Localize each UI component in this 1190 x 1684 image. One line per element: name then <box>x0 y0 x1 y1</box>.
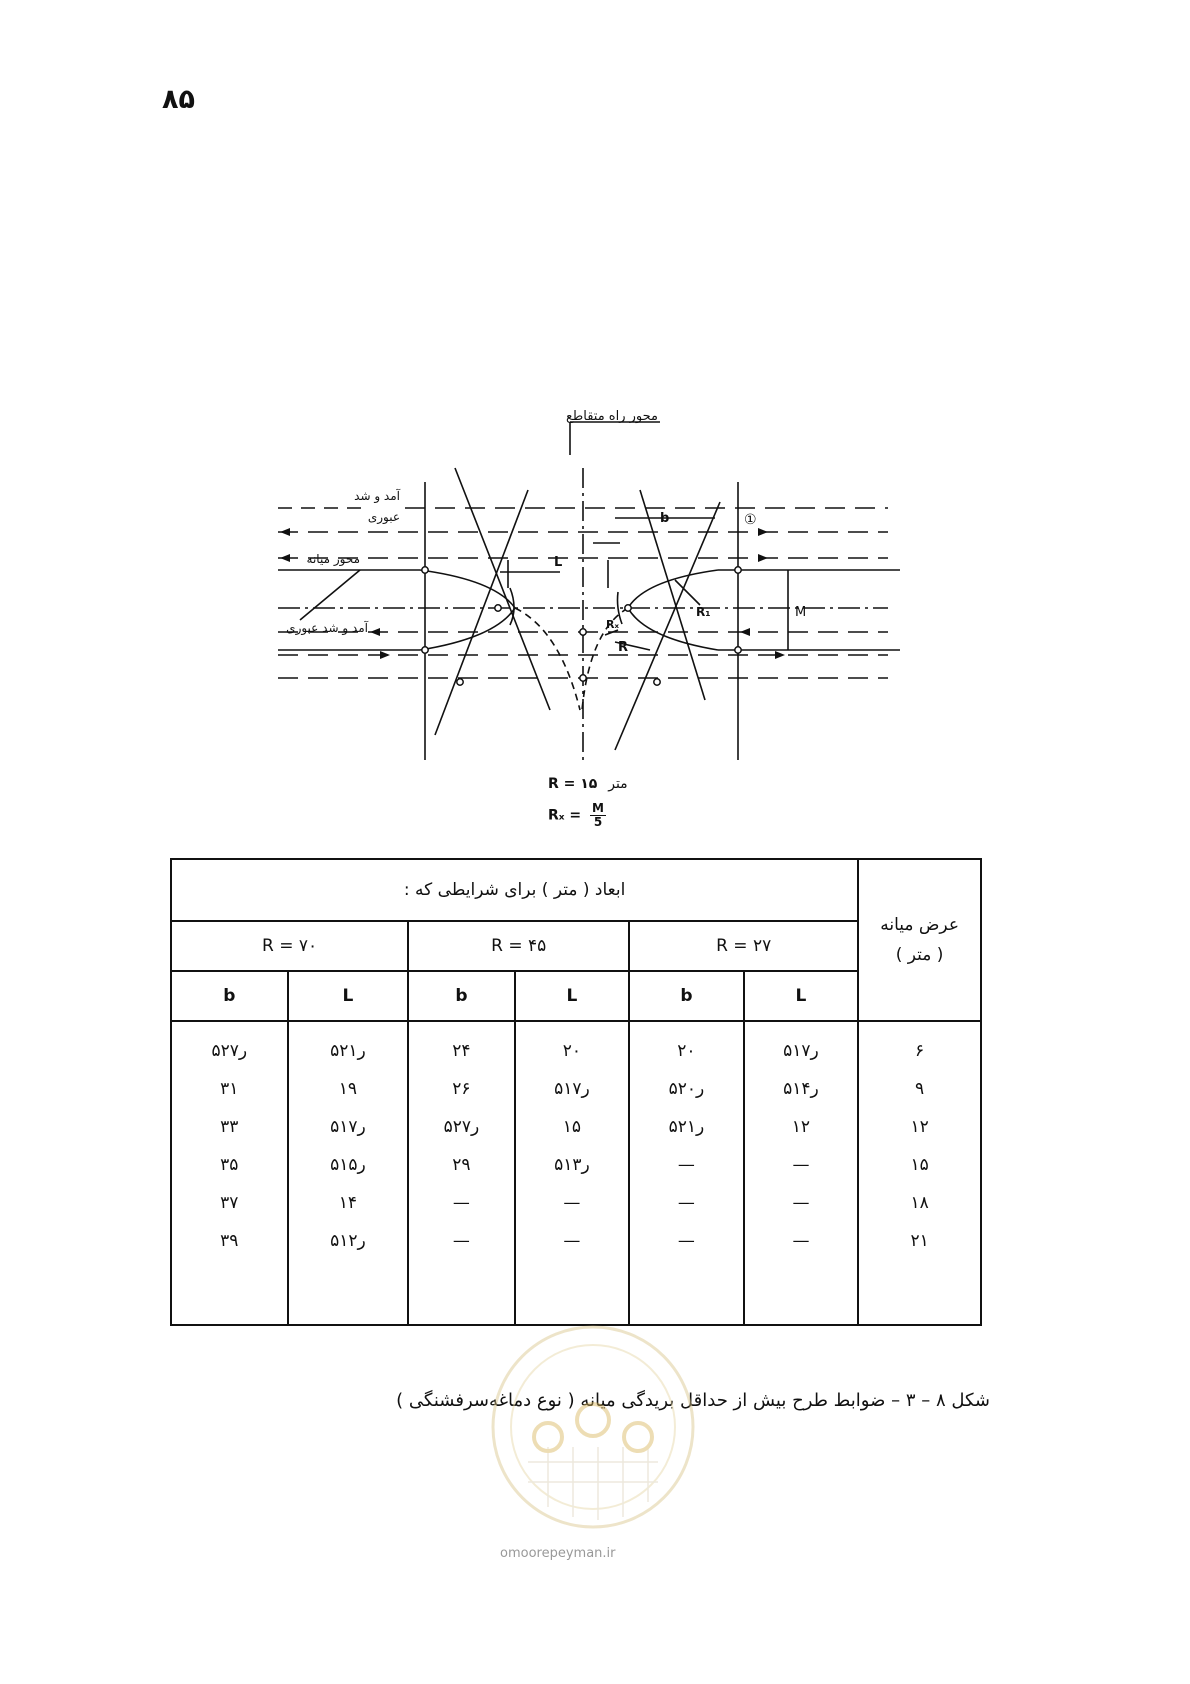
circle-marker: ① <box>744 512 757 528</box>
table-cell: ۱۲ <box>791 1117 811 1137</box>
table-cell: ۵ر۱۷ <box>783 1041 819 1061</box>
median-width-unit: ( متر ) <box>895 945 944 965</box>
median-opening-diagram <box>260 409 920 760</box>
table-cell: ۳۵ <box>220 1155 239 1175</box>
table-cell: ۵ر۲۷ <box>443 1117 480 1137</box>
table-cell: — <box>677 1193 695 1213</box>
rx-denominator: 5 <box>593 815 603 829</box>
table-cell: ۵ر۲۰ <box>668 1079 705 1099</box>
table-cell: ۱۵ <box>910 1155 929 1175</box>
rx-formula <box>548 802 606 829</box>
col-b-r70: b <box>171 971 288 1021</box>
table-title: ابعاد ( متر ) برای شرایطی که : <box>171 859 858 921</box>
group-r45: R = ۴۵ <box>408 921 629 971</box>
table-cell: ۲۶ <box>452 1079 471 1099</box>
watermark-logo <box>488 1322 698 1532</box>
r-formula <box>548 776 628 792</box>
group-r27: R = ۲۷ <box>629 921 858 971</box>
rx-fraction <box>590 802 606 829</box>
table-cell: — <box>452 1193 470 1213</box>
median-axis-label: محور میانه <box>306 552 360 566</box>
figure-caption: شکل ۸ – ۳ – ضوابط طرح بیش از حداقل بریدگی میانه ( نوع دماغه‌سرفشنگی ) <box>396 1390 990 1411</box>
table-cell: — <box>792 1155 810 1175</box>
table-cell: ۲۰ <box>562 1041 581 1061</box>
table-cell: ۳۳ <box>220 1117 239 1137</box>
table-cell: — <box>563 1231 581 1251</box>
through-traffic-label: عبوری <box>367 510 400 524</box>
page-number: ۸۵ <box>162 84 195 115</box>
table-cell: ۱۹ <box>338 1079 358 1099</box>
table-cell: — <box>677 1155 695 1175</box>
median-width-header <box>858 859 981 1021</box>
table-cell: ۲۹ <box>452 1155 471 1175</box>
M-label: M <box>795 605 807 620</box>
table-cell: ۶ <box>915 1041 925 1061</box>
through-traffic-bottom-label: آمد و شد عبوری <box>286 621 368 635</box>
table-cell: — <box>792 1193 810 1213</box>
dimensions-table <box>170 858 982 1326</box>
table-cell: ۲۰ <box>677 1041 696 1061</box>
r-value: R = ۱۵ <box>548 776 598 792</box>
column-r70-b <box>171 1021 288 1325</box>
col-L-r70: L <box>288 971 409 1021</box>
through-traffic-label: آمد و شد <box>354 489 400 503</box>
table-cell: ۵ر۲۱ <box>668 1117 705 1137</box>
col-L-r27: L <box>744 971 859 1021</box>
rx-numerator: M <box>592 801 604 815</box>
table-cell: ۵ر۲۷ <box>211 1041 248 1061</box>
column-r27-L <box>744 1021 859 1325</box>
Rx-label: Rₓ <box>606 618 620 631</box>
col-b-r27: b <box>629 971 744 1021</box>
table-cell: ۱۵ <box>562 1117 581 1137</box>
R-label: R <box>618 640 629 655</box>
turning-arc-left <box>515 608 580 710</box>
median-width-label: عرض میانه <box>880 915 959 935</box>
table-cell: ۳۱ <box>220 1079 239 1099</box>
nose-cap-left <box>510 588 514 625</box>
table-cell: ۵ر۱۲ <box>330 1231 366 1251</box>
col-b-r45: b <box>408 971 514 1021</box>
table-cell: ۵ر۱۳ <box>554 1155 590 1175</box>
table-cell: ۳۹ <box>220 1231 239 1251</box>
column-r45-b <box>408 1021 514 1325</box>
table-cell: ۱۲ <box>910 1117 929 1137</box>
column-r70-L <box>288 1021 409 1325</box>
turning-path-line <box>615 502 720 750</box>
watermark-url: omoorepeyman.ir <box>500 1546 616 1561</box>
table-cell: — <box>792 1231 810 1251</box>
table-cell: ۵ر۱۴ <box>783 1079 819 1099</box>
r-unit: متر <box>608 776 628 792</box>
table-cell: ۵ر۲۱ <box>330 1041 366 1061</box>
table-cell: ۲۴ <box>452 1041 471 1061</box>
table-cell: ۵ر۱۷ <box>330 1117 366 1137</box>
table-cell: ۱۴ <box>338 1193 358 1213</box>
col-L-r45: L <box>515 971 630 1021</box>
table-cell: — <box>677 1231 695 1251</box>
table-cell: ۵ر۱۵ <box>330 1155 366 1175</box>
b-label: b <box>660 511 670 526</box>
crossing-axis-label: محور راه متقاطع <box>565 409 658 424</box>
table-cell: — <box>563 1193 581 1213</box>
table-cell: ۳۷ <box>220 1193 239 1213</box>
table-cell: ۱۸ <box>910 1193 929 1213</box>
column-r45-L <box>515 1021 630 1325</box>
column-r27-b <box>629 1021 744 1325</box>
table-cell: — <box>452 1231 470 1251</box>
R1-label: R₁ <box>696 605 711 619</box>
column-median-width <box>858 1021 981 1325</box>
table-cell: ۲۱ <box>910 1231 929 1251</box>
table-cell: ۹ <box>915 1079 925 1099</box>
turning-path-line <box>455 468 550 710</box>
table-cell: ۵ر۱۷ <box>554 1079 590 1099</box>
L-label: L <box>554 555 563 570</box>
group-r70: R = ۷۰ <box>171 921 408 971</box>
rx-lhs: Rₓ = <box>548 807 582 824</box>
leader-median <box>300 570 360 620</box>
